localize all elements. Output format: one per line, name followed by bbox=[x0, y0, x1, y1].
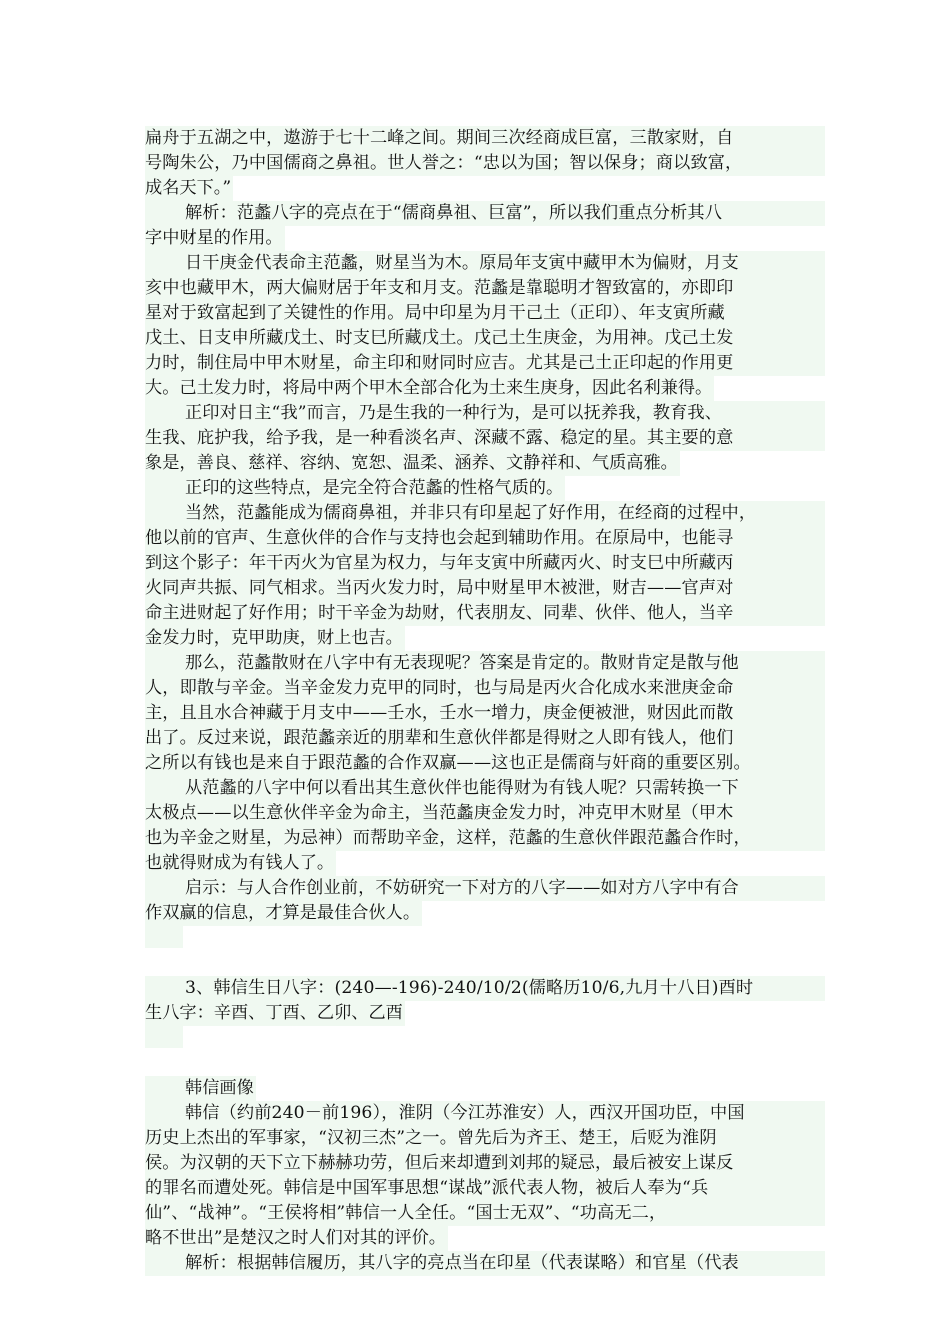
text-line: 亥中也藏甲木，两大偏财居于年支和月支。范蠡是靠聪明才智致富的，亦即印 bbox=[145, 276, 825, 301]
text-line: 侯。为汉朝的天下立下赫赫功劳，但后来却遭到刘邦的疑忌，最后被安上谋反 bbox=[145, 1151, 825, 1176]
text-line: 解析：根据韩信履历，其八字的亮点当在印星（代表谋略）和官星（代表 bbox=[145, 1251, 825, 1276]
text-line: 历史上杰出的军事家，“汉初三杰”之一。曾先后为齐王、楚王，后贬为淮阴 bbox=[145, 1126, 825, 1151]
empty-line bbox=[145, 926, 825, 951]
text-line: 戊土、日支申所藏戊土、时支巳所藏戊土。戊己土生庚金，为用神。戊己土发 bbox=[145, 326, 825, 351]
text-line: 略不世出”是楚汉之时人们对其的评价。 bbox=[145, 1226, 825, 1251]
text-line: 解析：范蠡八字的亮点在于“儒商鼻祖、巨富”，所以我们重点分析其八 bbox=[145, 201, 825, 226]
text-line: 象是，善良、慈祥、容纳、宽恕、温柔、涵养、文静祥和、气质高雅。 bbox=[145, 451, 825, 476]
text-line: 那么，范蠡散财在八字中有无表现呢？答案是肯定的。散财肯定是散与他 bbox=[145, 651, 825, 676]
text-line: 到这个影子：年干丙火为官星为权力，与年支寅中所藏丙火、时支巳中所藏丙 bbox=[145, 551, 825, 576]
text-line: 的罪名而遭处死。韩信是中国军事思想“谋战”派代表人物，被后人奉为“兵 bbox=[145, 1176, 825, 1201]
text-line: 成名天下。” bbox=[145, 176, 825, 201]
text-line: 命主进财起了好作用；时干辛金为劫财，代表朋友、同辈、伙伴、他人，当辛 bbox=[145, 601, 825, 626]
text-line: 之所以有钱也是来自于跟范蠡的合作双赢——这也正是儒商与奸商的重要区别。 bbox=[145, 751, 825, 776]
text-line: 日干庚金代表命主范蠡，财星当为木。原局年支寅中藏甲木为偏财，月支 bbox=[145, 251, 825, 276]
text-line: 作双赢的信息，才算是最佳合伙人。 bbox=[145, 901, 825, 926]
text-line: 人，即散与辛金。当辛金发力克甲的同时，也与局是丙火合化成水来泄庚金命 bbox=[145, 676, 825, 701]
section-heading: 3、韩信生日八字：(240—-196)-240/10/2(儒略历10/6,九月十八日)酉时 bbox=[145, 976, 825, 1001]
text-line: 大。己土发力时，将局中两个甲木全部合化为土来生庚身，因此名利兼得。 bbox=[145, 376, 825, 401]
text-line: 力时，制住局中甲木财星，命主印和财同时应吉。尤其是己土正印起的作用更 bbox=[145, 351, 825, 376]
blank-line bbox=[145, 951, 825, 976]
text-line: 也就得财成为有钱人了。 bbox=[145, 851, 825, 876]
text-line: 当然，范蠡能成为儒商鼻祖，并非只有印星起了好作用，在经商的过程中， bbox=[145, 501, 825, 526]
text-line: 字中财星的作用。 bbox=[145, 226, 825, 251]
text-line: 从范蠡的八字中何以看出其生意伙伴也能得财为有钱人呢？只需转换一下 bbox=[145, 776, 825, 801]
text-line: 号陶朱公，乃中国儒商之鼻祖。世人誉之：“忠以为国；智以保身；商以致富， bbox=[145, 151, 825, 176]
text-line: 星对于致富起到了关键性的作用。局中印星为月干己土（正印）、年支寅所藏 bbox=[145, 301, 825, 326]
text-line: 也为辛金之财星，为忌神）而帮助辛金，这样，范蠡的生意伙伴跟范蠡合作时， bbox=[145, 826, 825, 851]
text-line: 金发力时，克甲助庚，财上也吉。 bbox=[145, 626, 825, 651]
text-line: 火同声共振、同气相求。当丙火发力时，局中财星甲木被泄，财吉——官声对 bbox=[145, 576, 825, 601]
blank-line bbox=[145, 1051, 825, 1076]
text-line: 扁舟于五湖之中，遨游于七十二峰之间。期间三次经商成巨富，三散家财，自 bbox=[145, 126, 825, 151]
text-line: 主，且且水合神藏于月支中——壬水，壬水一增力，庚金便被泄，财因此而散 bbox=[145, 701, 825, 726]
text-line: 韩信（约前240－前196），淮阴（今江苏淮安）人，西汉开国功臣，中国 bbox=[145, 1101, 825, 1126]
text-line: 他以前的官声、生意伙伴的合作与支持也会起到辅助作用。在原局中，也能寻 bbox=[145, 526, 825, 551]
document-page bbox=[145, 126, 825, 1276]
text-line: 生我、庇护我，给予我，是一种看淡名声、深藏不露、稳定的星。其主要的意 bbox=[145, 426, 825, 451]
empty-line bbox=[145, 1026, 825, 1051]
text-line: 生八字：辛酉、丁酉、乙卯、乙酉 bbox=[145, 1001, 825, 1026]
text-line: 太极点——以生意伙伴辛金为命主，当范蠡庚金发力时，冲克甲木财星（甲木 bbox=[145, 801, 825, 826]
text-line: 出了。反过来说，跟范蠡亲近的朋辈和生意伙伴都是得财之人即有钱人，他们 bbox=[145, 726, 825, 751]
text-line: 正印对日主“我”而言，乃是生我的一种行为，是可以抚养我，教育我、 bbox=[145, 401, 825, 426]
image-caption: 韩信画像 bbox=[145, 1076, 825, 1101]
text-line: 仙”、“战神”。“王侯将相”韩信一人全任。“国士无双”、“功高无二， bbox=[145, 1201, 825, 1226]
text-line: 启示：与人合作创业前，不妨研究一下对方的八字——如对方八字中有合 bbox=[145, 876, 825, 901]
text-line: 正印的这些特点，是完全符合范蠡的性格气质的。 bbox=[145, 476, 825, 501]
